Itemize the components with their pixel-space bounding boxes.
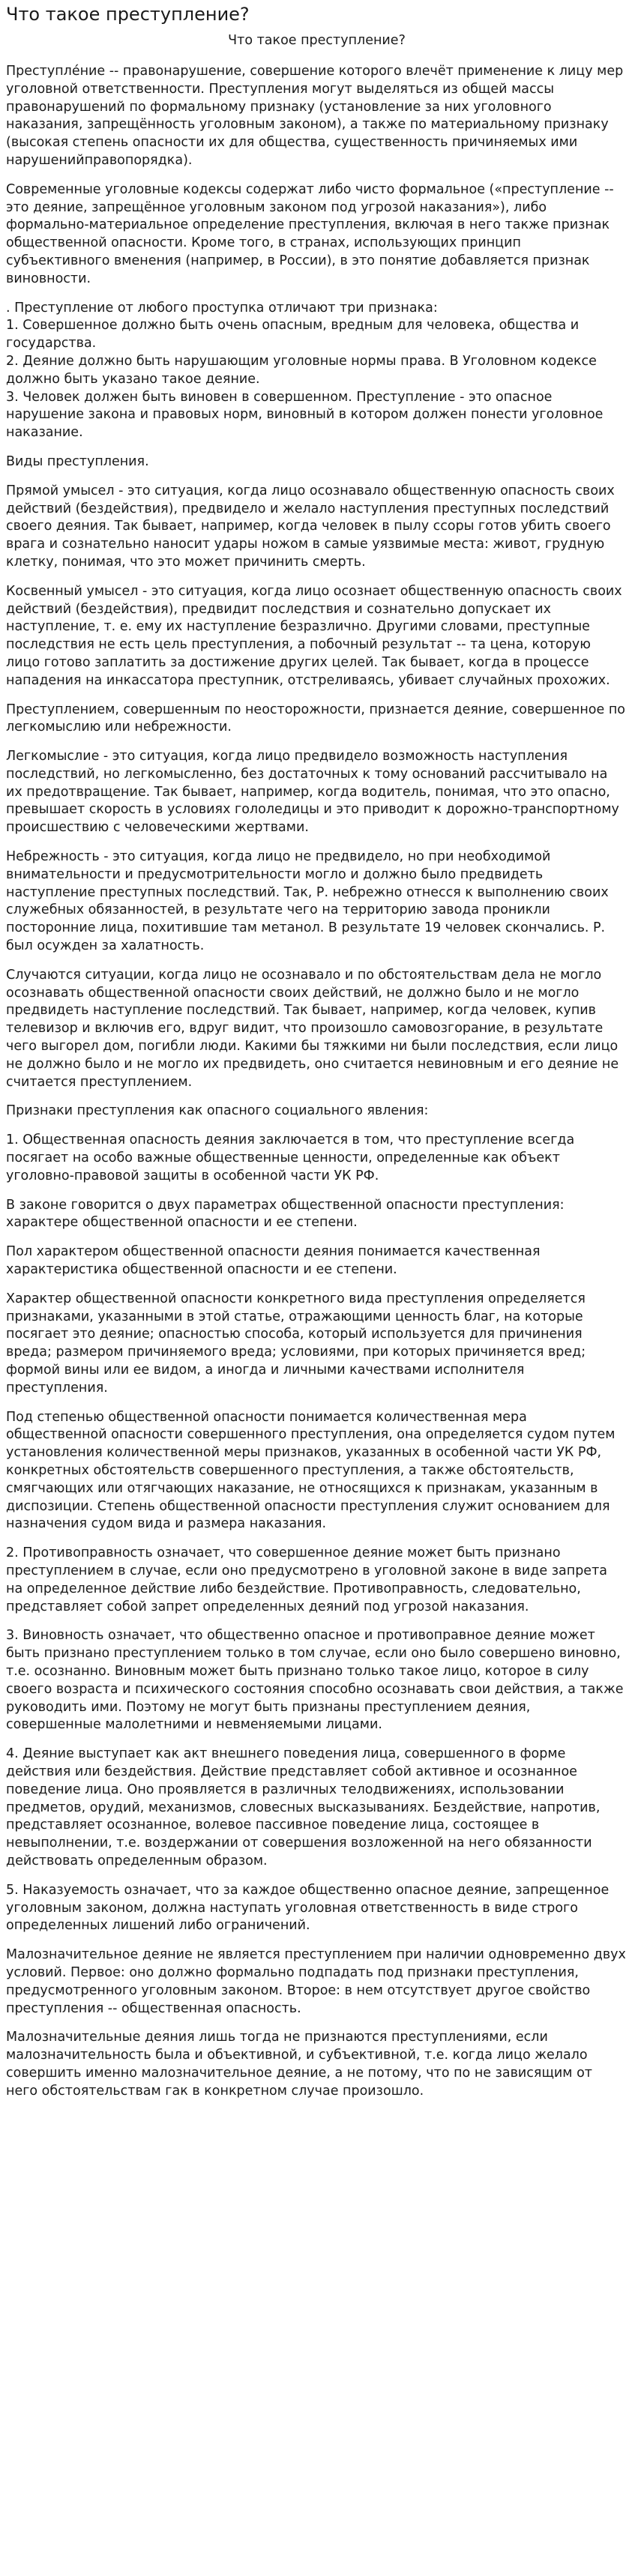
- paragraph-definition: Преступлéние -- правонарушение, совершение которого влечёт применение к лицу мер уголовной ответственности. Преступления могут выделяться из общей массы правонарушений по формальному признаку (установление за них уголовного наказания, запрещённость уголовным законом), а также по материальному признаку (высокая степень опасности их для общества, существенность причиняемых ими нарушенийправопорядка).: [6, 64, 624, 168]
- paragraph-sign-3: 3. Человек должен быть виновен в совершенном. Преступление - это опасное нарушение закона и правовых норм, виновный в котором должен понести уголовное наказание.: [6, 389, 604, 441]
- paragraph-act: 4. Деяние выступает как акт внешнего поведения лица, совершенного в форме действия или бездействия. Действие представляет собой активное и осознанное поведение лица. Оно проявляется в различных телодвижениях, использовании предметов, орудий, механизмов, словесных высказываниях. Бездействие, напротив, представляет осознанное, волевое пассивное поведение лица, состоящее в невыполнении, т.е. воздержании от совершения возложенной на него обязанности действовать определенным образом.: [6, 1746, 601, 1868]
- paragraph-three-signs-intro: . Преступление от любого проступка отличают три признака:: [6, 300, 438, 316]
- paragraph-direct-intent: Прямой умысел - это ситуация, когда лицо осознавало общественную опасность своих действий (бездействия), предвидело и желало наступления преступных последствий своего деяния. Так бывает, например, когда человек в пылу ссоры готов убить своего врага и сознательно наносит удары ножом в самые уязвимые места: живот, грудную клетку, понимая, что это может причинить смерть.: [6, 483, 615, 570]
- paragraph-punishability: 5. Наказуемость означает, что за каждое общественно опасное деяние, запрещенное уголовным законом, должна наступать уголовная ответственность в виде строго определенных лишений либо ограничений.: [6, 1882, 610, 1934]
- paragraph-danger-degree: Под степенью общественной опасности понимается количественная мера общественной опасности совершенного преступления, она определяется судом путем установления количественной меры признаков, указанных в особенной части УК РФ, конкретных обстоятельств совершенного преступления, а также обстоятельств, смягчающих или отягчающих наказание, не относящихся к признакам, указанным в диспозиции. Степень общественной опасности преступления служит основанием для назначения судом вида и размера наказания.: [6, 1409, 616, 1532]
- paragraph-public-danger: 1. Общественная опасность деяния заключается в том, что преступление всегда посягает на особо важные общественные ценности, определенные как объект уголовно-правовой защиты в особенной части УК РФ.: [6, 1132, 575, 1183]
- paragraph-modern-codes: Современные уголовные кодексы содержат либо чисто формальное («преступление -- это деяние, запрещённое уголовным законом под угрозой наказания»), либо формально-материальное определение преступления, включая в него также признак общественной опасности. Кроме того, в странах, использующих принцип субъективного вменения (например, в России), в это понятие добавляется признак виновности.: [6, 181, 614, 286]
- paragraph-danger-parameters: В законе говорится о двух параметрах общественной опасности преступления: характере общественной опасности и ее степени.: [6, 1197, 565, 1231]
- paragraph-types-heading: Виды преступления.: [6, 453, 149, 469]
- paragraph-minor-acts-conditions: Малозначительные деяния лишь тогда не признаются преступлениями, если малозначительность была и объективной, и субъективной, т.е. когда лицо желало совершить именно малозначительное деяние, а не потому, что по не зависящим от него обстоятельствам гак в конкретном случае произошло.: [6, 2030, 592, 2099]
- paragraph-minor-act: Малозначительное деяние не является преступлением при наличии одновременно двух условий. Первое: оно должно формально подпадать под признаки преступления, предусмотренного уголовным законом. Второе: в нем отсутствует другое свойство преступления -- общественная опасность.: [6, 1947, 626, 2016]
- paragraph-recklessness: Легкомыслие - это ситуация, когда лицо предвидело возможность наступления последствий, но легкомысленно, без достаточных к тому оснований рассчитывало на их предотвращение. Так бывает, например, когда водитель, понимая, что это опасно, превышает скорость в условиях гололедицы и это приводит к дорожно-транспортному происшествию с человеческими жертвами.: [6, 749, 619, 836]
- paragraph-character-definition: Характер общественной опасности конкретного вида преступления определяется признаками, указанными в этой статье, отражающими ценность благ, на которые посягает это деяние; опасностью способа, который используется для причинения вреда; размером причиняемого вреда; условиями, при которых причиняется вред; формой вины или ее видом, а иногда и личными качествами исполнителя преступления.: [6, 1291, 586, 1396]
- page-title: Что такое преступление?: [6, 4, 250, 25]
- paragraph-indirect-intent: Косвенный умысел - это ситуация, когда лицо осознает общественную опасность своих действий (бездействия), предвидит последствия и сознательно допускает их наступление, т. е. ему их наступление безразлично. Другими словами, преступные последствия не есть цель преступления, а побочный результат -- та цена, которую лицо готово заплатить за достижение других целей. Так бывает, когда в процессе нападения на инкассатора преступник, отстреливаясь, убивает случайных прохожих.: [6, 583, 622, 688]
- paragraph-social-signs-heading: Признаки преступления как опасного социального явления:: [6, 1103, 429, 1119]
- paragraph-guilt: 3. Виновность означает, что общественно опасное и противоправное деяние может быть признано преступлением только в том случае, если оно было совершено виновно, т.е. осознанно. Виновным может быть признано только такое лицо, которое в силу своего возраста и психического состояния способно осознавать свои действия, а также руководить ими. Поэтому не могут быть признаны преступлением деяния, совершенные малолетними и невменяемыми лицами.: [6, 1628, 624, 1733]
- paragraph-negligence-intro: Преступлением, совершенным по неосторожности, признается деяние, совершенное по легкомыслию или небрежности.: [6, 702, 625, 735]
- paragraph-danger-character: Пол характером общественной опасности деяния понимается качественная характеристика общественной опасности и ее степени.: [6, 1244, 541, 1278]
- paragraph-sign-1: 1. Совершенное должно быть очень опасным, вредным для человека, общества и государства.: [6, 318, 580, 352]
- paragraph-negligence: Небрежность - это ситуация, когда лицо не предвидело, но при необходимой внимательности и предусмотрительности могло и должно было предвидеть наступление преступных последствий. Так, Р. небрежно отнесся к выполнению своих служебных обязанностей, в результате чего на территорию завода проникли посторонние лица, похитившие там метанол. В результате 19 человек скончались. Р. был осужден за халатность.: [6, 849, 609, 954]
- paragraph-unlawfulness: 2. Противоправность означает, что совершенное деяние может быть признано преступлением в случае, если оно предусмотрено в уголовной законе в виде запрета на определенное действие либо бездействие. Противоправность, следовательно, представляет собой запрет определенных деяний под угрозой наказания.: [6, 1545, 607, 1614]
- paragraph-innocent-cases: Случаются ситуации, когда лицо не осознавало и по обстоятельствам дела не могло осознавать общественной опасности своих действий, не должно было и не могло предвидеть наступление последствий. Так бывает, например, когда человек, купив телевизор и включив его, вдруг видит, что произошло самовозгорание, в результате чего выгорел дом, погибли люди. Какими бы тяжкими ни были последствия, если лицо не должно было и не могло их предвидеть, оно считается невиновным и его деяние не считается преступлением.: [6, 967, 619, 1090]
- paragraph-sign-2: 2. Деяние должно быть нарушающим уголовные нормы права. В Уголовном кодексе должно быть указано такое деяние.: [6, 353, 597, 387]
- article-subtitle: Что такое преступление?: [228, 33, 406, 48]
